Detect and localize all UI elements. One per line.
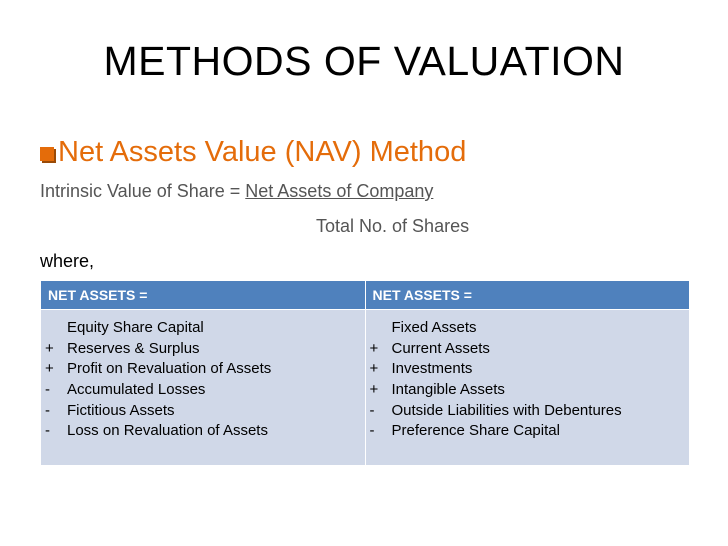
left-items-cell	[41, 310, 366, 466]
formula-denominator: Total No. of Shares	[316, 216, 470, 236]
slide-title: METHODS OF VALUATION	[103, 38, 625, 84]
item-sign: -	[369, 401, 375, 419]
item-sign: +	[369, 381, 379, 399]
formula-lhs: Intrinsic Value of Share =	[40, 181, 246, 201]
list-item	[369, 421, 690, 442]
item-sign: -	[45, 381, 50, 399]
table-header-right: NET ASSETS =	[365, 281, 690, 310]
item-label: Reserves & Surplus	[67, 339, 200, 357]
list-item	[44, 380, 365, 401]
item-sign: -	[45, 422, 50, 440]
table-header-left: NET ASSETS =	[41, 281, 366, 310]
item-label: Profit on Revaluation of Assets	[67, 360, 272, 378]
square-bullet-icon	[40, 147, 54, 161]
item-sign: +	[369, 360, 379, 378]
list-item	[369, 318, 690, 339]
formula-numerator: Net Assets of Company	[245, 181, 434, 201]
item-label: Equity Share Capital	[67, 319, 204, 336]
item-label: Preference Share Capital	[391, 422, 560, 440]
item-label: Intangible Assets	[391, 381, 505, 399]
list-item	[44, 359, 365, 380]
item-label: Accumulated Losses	[67, 381, 206, 399]
method-heading-text: Net Assets Value (NAV) Method	[58, 136, 467, 168]
item-sign	[44, 318, 67, 339]
item-sign	[369, 318, 392, 339]
list-item	[369, 359, 690, 380]
list-item	[44, 318, 365, 339]
right-items-cell	[365, 310, 690, 466]
table-header-row	[41, 281, 690, 310]
list-item	[44, 401, 365, 422]
item-label: Investments	[391, 360, 473, 378]
item-sign: +	[45, 339, 54, 357]
list-item	[369, 401, 690, 422]
item-sign: +	[45, 360, 54, 378]
list-item	[44, 421, 365, 442]
method-heading	[40, 136, 466, 169]
list-item	[369, 380, 690, 401]
list-item	[369, 339, 690, 360]
item-label: Current Assets	[391, 339, 490, 357]
item-label: Outside Liabilities with Debentures	[391, 401, 622, 419]
item-label: Fixed Assets	[391, 319, 477, 336]
net-assets-table	[40, 280, 690, 466]
formula-line	[40, 181, 433, 202]
item-label: Loss on Revaluation of Assets	[67, 422, 268, 440]
item-sign: +	[369, 339, 379, 357]
list-item	[44, 339, 365, 360]
item-sign: -	[45, 401, 50, 419]
table-row	[41, 310, 690, 466]
item-sign: -	[369, 422, 375, 440]
where-label: where,	[40, 251, 95, 271]
item-label: Fictitious Assets	[67, 401, 175, 419]
